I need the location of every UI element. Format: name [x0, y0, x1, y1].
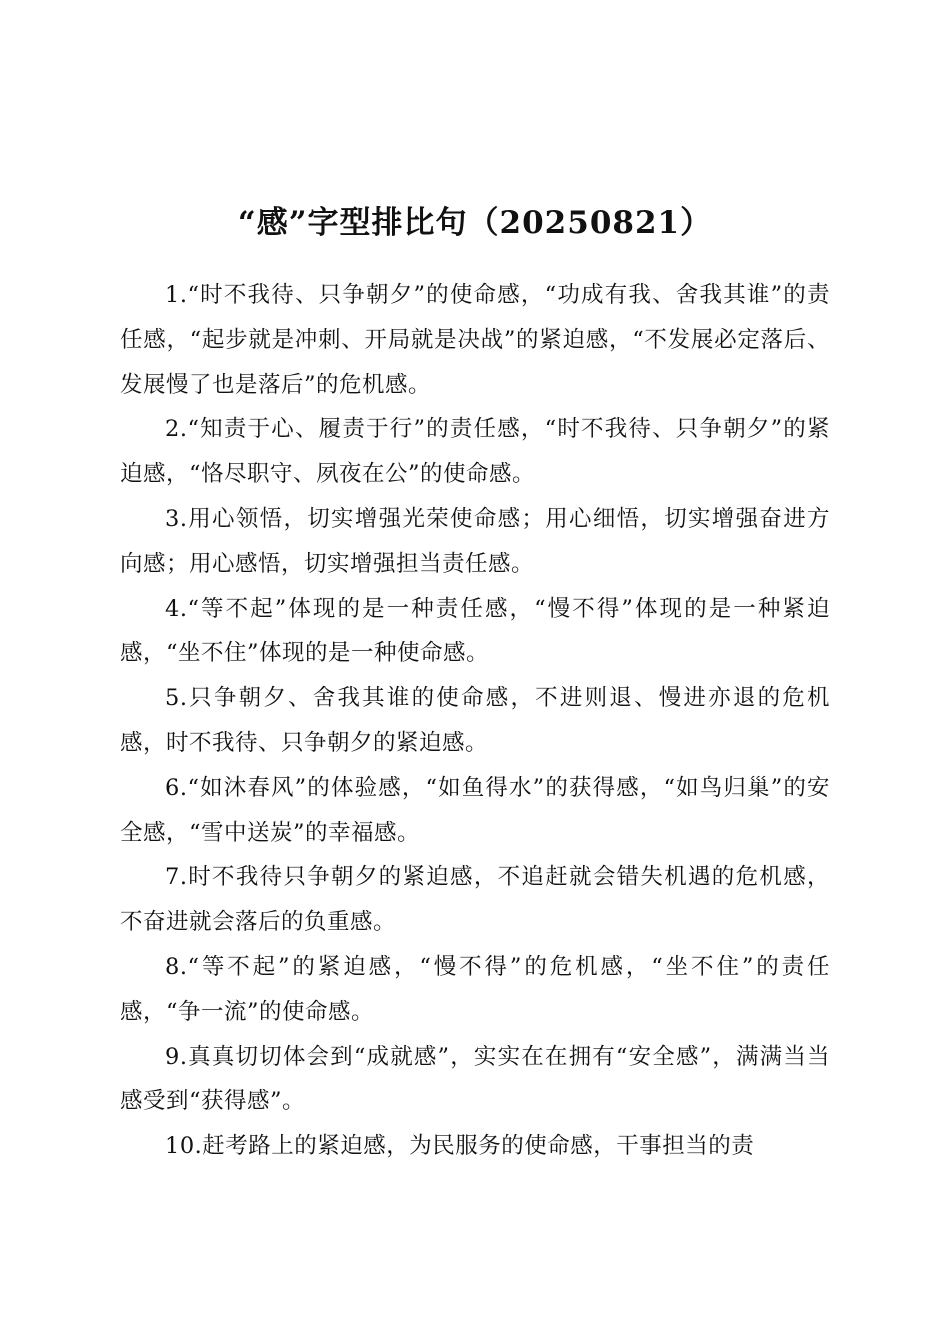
paragraph-3: 3.用心领悟，切实增强光荣使命感；用心细悟，切实增强奋进方向感；用心感悟，切实增强担当责任感。 — [120, 505, 830, 577]
paragraph-4: 4.“等不起”体现的是一种责任感，“慢不得”体现的是一种紧迫感，“坐不住”体现的是一种使命感。 — [120, 595, 830, 667]
paragraph-5: 5.只争朝夕、舍我其谁的使命感，不进则退、慢进亦退的危机感，时不我待、只争朝夕的紧迫感。 — [120, 685, 830, 756]
paragraph-1: 1.“时不我待、只争朝夕”的使命感，“功成有我、舍我其谁”的责任感，“起步就是冲刺、开局就是决战”的紧迫感，“不发展必定落后、发展慢了也是落后”的危机感。 — [120, 282, 830, 398]
paragraph-9: 9.真真切切体会到“成就感”，实实在在拥有“安全感”，满满当当感受到“获得感”。 — [120, 1043, 830, 1115]
document-body — [120, 273, 830, 1169]
paragraph-6: 6.“如沐春风”的体验感，“如鱼得水”的获得感，“如鸟归巢”的安全感，“雪中送炭”的幸福感。 — [120, 774, 830, 846]
paragraph-8: 8.“等不起”的紧迫感，“慢不得”的危机感，“坐不住”的责任感，“争一流”的使命感。 — [120, 953, 830, 1025]
paragraph-7: 7.时不我待只争朝夕的紧迫感，不追赶就会错失机遇的危机感，不奋进就会落后的负重感。 — [120, 864, 830, 936]
document-title: “感”字型排比句（20250821） — [237, 204, 713, 241]
paragraph-10: 10.赶考路上的紧迫感，为民服务的使命感，干事担当的责 — [165, 1133, 755, 1160]
paragraph-2: 2.“知责于心、履责于行”的责任感，“时不我待、只争朝夕”的紧迫感，“恪尽职守、夙夜在公”的使命感。 — [120, 416, 830, 488]
